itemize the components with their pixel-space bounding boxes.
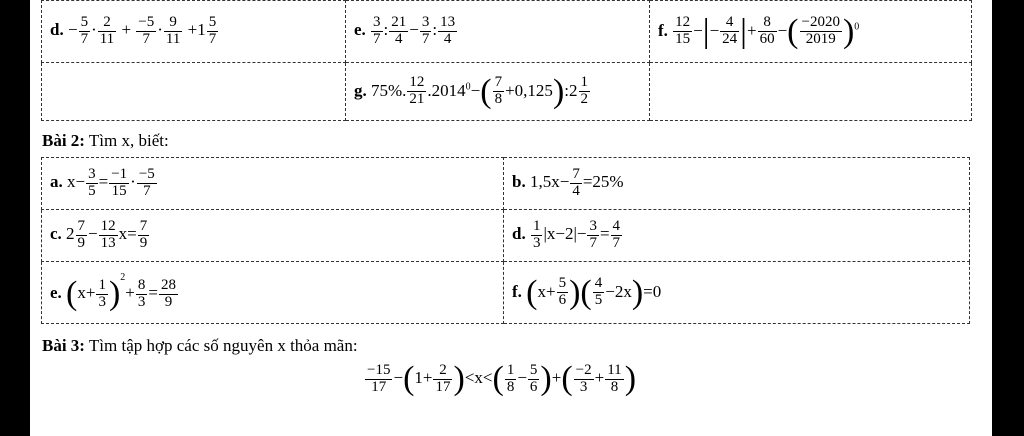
fraction: $\frac{3}{5}$ bbox=[88, 166, 96, 199]
fraction: $\frac{3}{7}$ bbox=[589, 218, 597, 251]
worksheet-page bbox=[30, 0, 992, 436]
cell-e2: e. (x+ $\frac{1}{3}$ )$^2$+ $\frac{8}{3}$ = $\frac{28}{9}$ bbox=[42, 262, 504, 324]
text: x− bbox=[67, 172, 86, 192]
fraction: $\frac{1}{3}$ bbox=[98, 277, 106, 311]
text: = bbox=[599, 224, 610, 244]
label-d: d. bbox=[50, 20, 64, 40]
operator: +1 bbox=[187, 20, 206, 40]
text: .2014 bbox=[427, 80, 466, 100]
fraction: $\frac{12}{13}$ bbox=[100, 218, 116, 251]
text: −2x bbox=[605, 281, 632, 301]
exponent: 0 bbox=[854, 20, 860, 32]
fraction: $\frac{1}{2}$ bbox=[580, 74, 588, 107]
fraction: $\frac{7}{8}$ bbox=[494, 74, 503, 107]
fraction: $\frac{2}{11}$ bbox=[99, 14, 115, 47]
label-f: f. bbox=[512, 281, 522, 301]
fraction: $\frac{5}{7}$ bbox=[208, 14, 217, 47]
text: =0 bbox=[643, 281, 662, 301]
fraction: $\frac{-2}{3}$ bbox=[575, 361, 592, 395]
text: = bbox=[98, 172, 109, 192]
cell-e: e. $\frac{3}{7}$ : $\frac{21}{4}$ − $\frac{3}{7}$ : $\frac{13}{4}$ bbox=[346, 1, 650, 63]
text: =25% bbox=[582, 172, 624, 192]
bai-3-inequality: $\frac{-15}{17}$ −(1+ $\frac{2}{17}$ )<x<( $\frac{1}{8}$ − $\frac{5}{6}$ )+( $\frac{-2}{3}$ + $\frac{11}{8}$ ) bbox=[367, 360, 637, 397]
fraction: $\frac{-15}{17}$ bbox=[367, 361, 391, 395]
text: 1,5x− bbox=[529, 172, 570, 192]
fraction: $\frac{-5}{7}$ bbox=[138, 166, 155, 199]
fraction: $\frac{28}{9}$ bbox=[160, 277, 176, 311]
fraction: $\frac{8}{3}$ bbox=[137, 277, 146, 311]
fraction: $\frac{12}{15}$ bbox=[675, 14, 691, 47]
heading-text: Tìm tập hợp các số nguyên x thỏa mãn: bbox=[84, 336, 358, 355]
text: x+ bbox=[77, 283, 96, 303]
heading-text: Tìm x, biết: bbox=[84, 131, 169, 150]
fraction: $\frac{5}{6}$ bbox=[558, 275, 567, 308]
label-e: e. bbox=[354, 20, 366, 40]
label-d: d. bbox=[512, 224, 526, 244]
text: 2 bbox=[66, 224, 75, 244]
cell-empty bbox=[650, 63, 972, 121]
fraction: $\frac{21}{4}$ bbox=[391, 14, 407, 47]
exponent: 2 bbox=[120, 272, 126, 284]
text: +0,125 bbox=[505, 80, 553, 100]
text: x+ bbox=[537, 281, 556, 301]
fraction: $\frac{11}{8}$ bbox=[607, 361, 622, 395]
cell-empty bbox=[42, 63, 346, 121]
fraction: $\frac{9}{11}$ bbox=[165, 14, 181, 47]
cell-a: a. x− $\frac{3}{5}$ = $\frac{-1}{15}$ · $\frac{-5}{7}$ bbox=[42, 158, 504, 210]
label-f: f. bbox=[658, 20, 668, 40]
cell-f: f. $\frac{12}{15}$ −|− $\frac{4}{24}$ |+ $\frac{8}{60}$ −( $\frac{-2020}{2019}$ )$^0$ bbox=[650, 1, 972, 63]
fraction: $\frac{-2020}{2019}$ bbox=[801, 14, 840, 47]
fraction: $\frac{3}{7}$ bbox=[421, 14, 430, 47]
fraction: $\frac{12}{21}$ bbox=[409, 74, 425, 107]
operator: + bbox=[121, 20, 132, 40]
heading-bold: Bài 2: bbox=[42, 131, 85, 150]
bai-2-heading bbox=[42, 131, 169, 151]
fraction: $\frac{13}{4}$ bbox=[440, 14, 456, 47]
fraction: $\frac{2}{17}$ bbox=[435, 361, 451, 395]
fraction: $\frac{1}{8}$ bbox=[506, 361, 515, 395]
fraction: $\frac{7}{9}$ bbox=[139, 218, 148, 251]
fraction: $\frac{4}{7}$ bbox=[612, 218, 621, 251]
label-g: g. bbox=[354, 80, 367, 100]
label-c: c. bbox=[50, 224, 62, 244]
fraction: $\frac{8}{60}$ bbox=[759, 14, 775, 47]
text: 1+ bbox=[414, 367, 433, 387]
fraction: $\frac{5}{7}$ bbox=[80, 14, 89, 47]
cell-d: d. − $\frac{5}{7}$ · $\frac{2}{11}$ + $\frac{-5}{7}$ · $\frac{9}{11}$ +1 $\frac{5}{7}$ bbox=[42, 1, 346, 63]
bai-3-heading bbox=[42, 336, 358, 356]
text: <x< bbox=[464, 367, 493, 387]
fraction: $\frac{5}{6}$ bbox=[529, 361, 538, 395]
heading-bold: Bài 3: bbox=[42, 336, 85, 355]
label-e: e. bbox=[50, 283, 62, 303]
table-exercise-2 bbox=[41, 157, 970, 324]
sign: − bbox=[67, 20, 78, 40]
text: + bbox=[125, 283, 135, 303]
fraction: $\frac{4}{24}$ bbox=[722, 14, 738, 47]
label-a: a. bbox=[50, 172, 63, 192]
fraction: $\frac{-5}{7}$ bbox=[138, 14, 155, 47]
fraction: $\frac{7}{9}$ bbox=[77, 218, 86, 251]
cell-d2 bbox=[504, 210, 970, 262]
label-b: b. bbox=[512, 172, 526, 192]
cell-b bbox=[504, 158, 970, 210]
cell-c: c. 2 $\frac{7}{9}$ − $\frac{12}{13}$ x= $\frac{7}{9}$ bbox=[42, 210, 504, 262]
fraction: $\frac{-1}{15}$ bbox=[111, 166, 128, 199]
fraction: $\frac{3}{7}$ bbox=[373, 14, 381, 47]
exponent: 0 bbox=[465, 80, 471, 92]
text: |x−2|− bbox=[543, 224, 587, 244]
fraction: $\frac{4}{5}$ bbox=[594, 275, 603, 308]
cell-g: g. 75%. $\frac{12}{21}$ $.2014^0-$( $\frac{7}{8}$ +0,125):2 $\frac{1}{2}$ bbox=[346, 63, 650, 121]
text: x= bbox=[118, 224, 137, 244]
cell-f2: f. (x+ $\frac{5}{6}$ )( $\frac{4}{5}$ −2x)=0 bbox=[504, 262, 970, 324]
fraction: $\frac{1}{3}$ bbox=[532, 218, 541, 251]
fraction: $\frac{7}{4}$ bbox=[572, 166, 580, 199]
table-exercise-1 bbox=[41, 0, 972, 121]
text: 75%. bbox=[371, 80, 407, 100]
text: :2 bbox=[564, 80, 578, 100]
text: = bbox=[148, 283, 158, 303]
